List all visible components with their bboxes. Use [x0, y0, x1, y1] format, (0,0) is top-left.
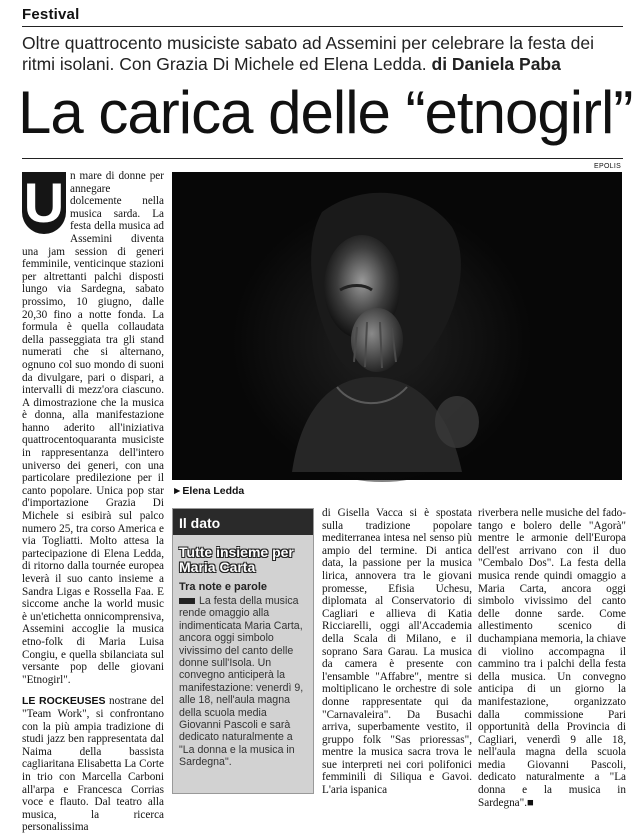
- article-summary: [22, 33, 623, 75]
- headline: La carica delle “etnogirl”: [18, 79, 633, 146]
- paragraph-2-text: nostrane del "Team Work", si confrontano con la più ampia tradizione di studi jazz ben rappresentata dal Naima della bassista cagliaritana Elisabetta La Corte in trio con Marcella Carboni all'arpa e Francesca Corrias voce e flauto. Dal teatro alla musica, la ricerca personalissima: [22, 695, 164, 834]
- article-paragraph-4: [478, 507, 626, 809]
- bullet-marker: [179, 598, 195, 604]
- photo-caption: [172, 485, 244, 497]
- article-paragraph-2: [22, 695, 164, 834]
- sidebar-header: Il dato: [173, 509, 313, 535]
- sidebar-title: Tutte insieme per Maria Carta: [179, 544, 294, 575]
- caption-text: Elena Ledda: [182, 485, 245, 497]
- singer-portrait-illustration: [172, 172, 622, 480]
- paragraph-kicker: LE ROCKEUSES: [22, 695, 106, 708]
- section-label: Festival: [22, 6, 80, 23]
- drop-cap: U: [23, 171, 65, 234]
- top-divider: [22, 26, 623, 27]
- photo-elena-ledda: [172, 172, 622, 480]
- caption-marker: ►: [172, 485, 183, 497]
- sidebar-subtitle: Tra note e parole: [179, 581, 268, 593]
- sidebar-body-text: La festa della musica rende omaggio alla indimenticata Maria Carta, ancora oggi simbolo vivissimo del canto delle donne sull'Isola. Un convegno anticiperà la manifestazione: venerdì 9, alle 18, nell'aula magna della scuola media Giovanni Pascoli e sarà dedicato naturalmente a "La donna e la musica in Sardegna".: [179, 595, 304, 769]
- article-column-right: [478, 507, 626, 809]
- byline: di Daniela Paba: [431, 54, 561, 74]
- sidebar-body: [179, 595, 307, 769]
- article-paragraph-3: di Gisella Vacca si è spostata sulla tradizione popolare mediterranea intesa nel senso più ampio del termine. Di antica data, la passione per la musica lirica, annovera tra le giovani promesse, Efisia Uchesu, diplomata al Conservatorio di Cagliari e allieva di Katia Ricciarelli, oggi all'Accademia della Scala di Milano, e il soprano Sara Garau. La musica da camera è presente con l'ensamble "Affabre", mentre si moltiplicano le orchestre di sole donne rappresentate qui da "Carnavaleira". Da Busachi arriva, superbamente vestito, il gruppo folk "Sas prioressas", mentre la musica sacra trova le sue interpreti nei cori polifonici femminili di Siliqua e Gavoi. L'aria ispanica: [322, 507, 472, 797]
- article-paragraph-1: n mare di donne per annegare dolcemente nella musica sarda. La festa della musica ad Assemini diventa una jam session di generi femminile, venticinque stazioni per altrettanti palchi disposti lungo via Sardegna, sabato prossimo, 10 giugno, dalle 20,30 fino a notte fonda. La formula è quella collaudata della passeggiata tra gli stand numerati che si alternano, ognuno col suo mondo di suoni da divulgare, pari o dispari, a intervalli di mezz'ora ciascuno. A dimostrazione che la musica è donna, alla manifestazione hanno aderito all'iniziativa quattrocentoquaranta musiciste in rappresentanza dell'intero universo dei generi, con una particolare predilezione per il canto popolare. Unica pop star d'importazione Grazia Di Michele si esibirà sul palco numero 25, tra corso America e via Togliatti. Molto attesa la partecipazione di Elena Ledda, di ritorno dalla tournée europea leverà il suo canto insieme a Sandra Ligas e Rossella Faa. E siccome anche la world music è un'etichetta onnicomprensiva, Assemini accoglie la musica etno-folk di Maria Luisa Congiu, e quella sbilanciata sul versante pop delle giovani "Etnogirl".: [22, 170, 164, 686]
- article-column-middle: [322, 507, 472, 797]
- photo-credit: EPOLIS: [594, 163, 622, 170]
- end-mark: ■: [527, 796, 534, 809]
- headline-divider: [22, 158, 623, 159]
- summary-text: Oltre quattrocento musiciste sabato ad Assemini per celebrare la festa dei ritmi isolani. Con Grazia Di Michele ed Elena Ledda.: [22, 33, 594, 74]
- paragraph-4-text: riverbera nelle musiche del fado-tango e bolero delle "Agorà" mentre le armonie dell'Europa dell'est arrivano con il duo "Cembalo Dos". La festa della musica rende quindi omaggio a Maria Carta, ancora oggi simbolo vivissimo del canto delle donne sarde. Come allestimento scenico di duchampiana memoria, la chiave di violino accompagna il cammino tra i palchi della festa della musica. Un convegno anticipa di un giorno la manifestazione, organizzato dalla commissione Pari opportunità della Provincia di Cagliari, venerdì 9 alle 18, nell'aula magna della scuola media Giovanni Pascoli, dedicato naturalmente a "La donna e la musica in Sardegna".: [478, 507, 626, 809]
- sidebar-box: [172, 508, 314, 794]
- article-column-left: [22, 170, 164, 834]
